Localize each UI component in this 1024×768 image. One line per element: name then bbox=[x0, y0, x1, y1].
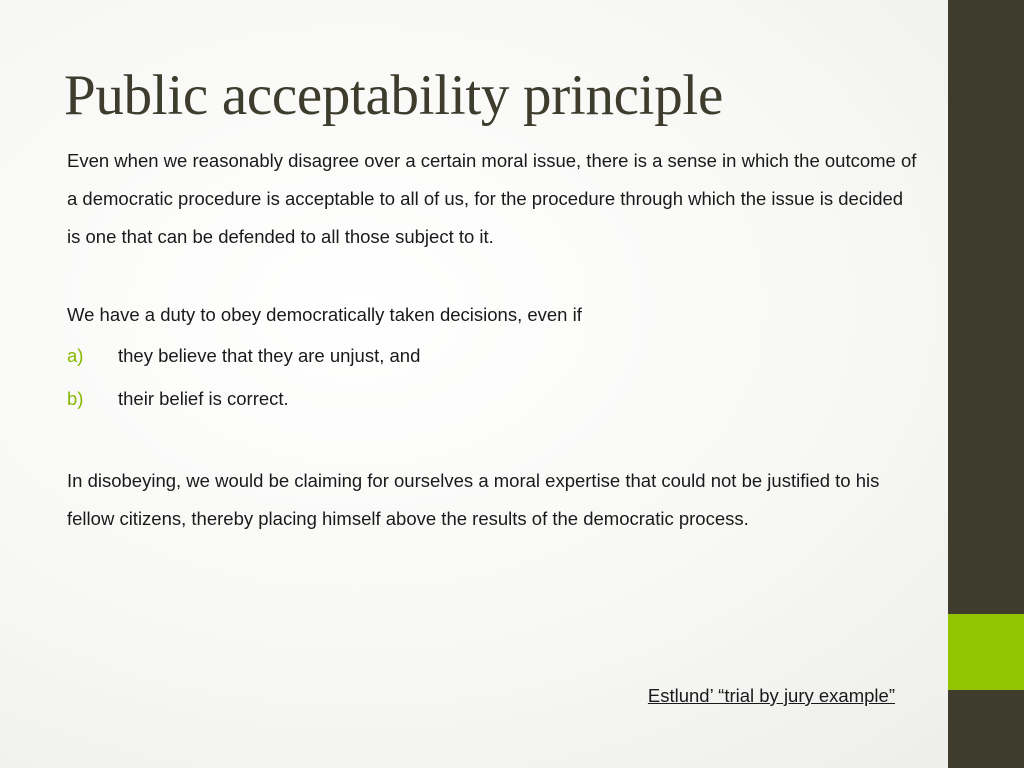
spacer bbox=[67, 256, 917, 296]
list-item bbox=[67, 334, 917, 377]
slide-body bbox=[67, 142, 917, 538]
paragraph-1: Even when we reasonably disagree over a certain moral issue, there is a sense in which the outcome of a democratic procedure is acceptable to all of us, for the procedure through which the issue is decided is one that can be defended to all those subject to it. bbox=[67, 150, 917, 247]
accent-square bbox=[948, 614, 1024, 690]
list-marker: b) bbox=[67, 388, 84, 409]
condition-list bbox=[67, 334, 917, 420]
spacer bbox=[67, 420, 917, 462]
paragraph-2: We have a duty to obey democratically taken decisions, even if bbox=[67, 304, 582, 325]
list-item-text: they believe that they are unjust, and bbox=[118, 345, 421, 366]
slide-title: Public acceptability principle bbox=[64, 64, 723, 127]
list-marker: a) bbox=[67, 345, 84, 366]
reference-link[interactable]: Estlund’ “trial by jury example” bbox=[647, 685, 895, 706]
list-item bbox=[67, 377, 917, 420]
paragraph-3: In disobeying, we would be claiming for ourselves a moral expertise that could not be justified to his fellow citizens, thereby placing himself above the results of the democratic process. bbox=[67, 470, 880, 529]
list-item-text: their belief is correct. bbox=[118, 388, 289, 409]
